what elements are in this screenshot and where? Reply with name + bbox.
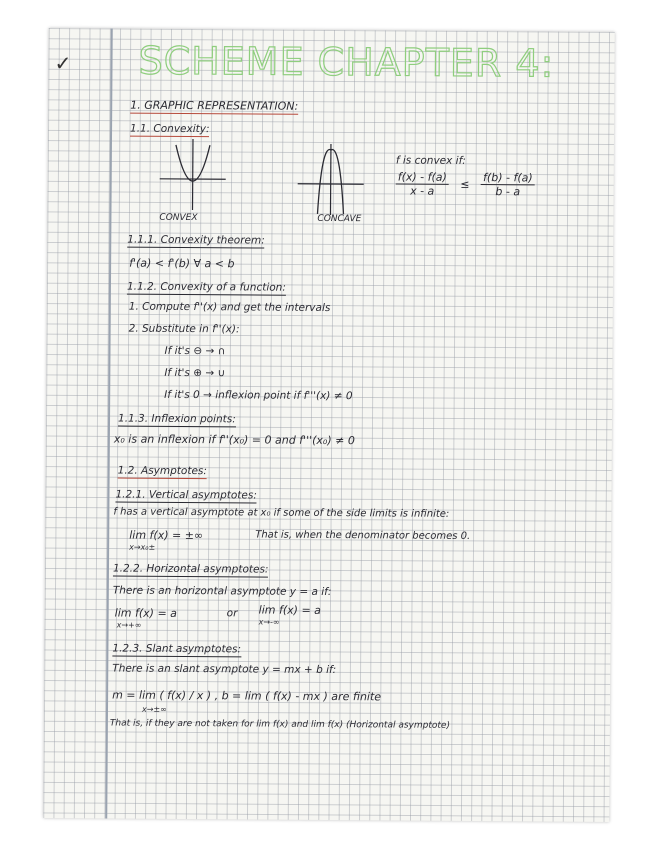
concave-graph	[295, 142, 366, 217]
case-positive: If it's ⊕ → ∪	[164, 366, 226, 380]
lhs-numerator: f(x) - f(a)	[396, 170, 449, 184]
page-title: SCHEME CHAPTER 4:	[138, 38, 555, 86]
subsection-convexity: 1.1. Convexity:	[130, 122, 210, 136]
subsection-slant-asymptotes: 1.2.3. Slant asymptotes:	[112, 642, 242, 656]
horizontal-limit-plus-subscript: x→+∞	[116, 620, 142, 630]
slant-asymptote-note: That is, if they are not taken for lim f(x) and lim f(x) (Horizontal asymptote)	[109, 718, 451, 731]
rhs-denominator: b - a	[495, 185, 521, 199]
vertical-asymptote-note: That is, when the denominator becomes 0.	[255, 529, 471, 542]
horizontal-or: or	[226, 607, 238, 620]
subsection-horizontal-asymptotes: 1.2.2. Horizontal asymptotes:	[112, 562, 269, 576]
horizontal-asymptote-definition: There is an horizontal asymptote y = a if:	[112, 584, 332, 599]
inequality-sign: ≤	[460, 177, 470, 191]
lhs-denominator: x - a	[410, 184, 435, 198]
convex-definition-formula	[396, 170, 535, 198]
step-compute: 1. Compute f''(x) and get the intervals	[128, 300, 331, 315]
convex-graph	[157, 137, 228, 212]
vertical-asymptote-definition: f has a vertical asymptote at x₀ if some of the side limits is infinite:	[113, 506, 450, 520]
section-heading-graphic-representation: 1. GRAPHIC REPRESENTATION:	[130, 98, 299, 113]
subsection-inflexion-points: 1.1.3. Inflexion points:	[117, 412, 236, 426]
convex-label: CONVEX	[159, 212, 198, 224]
notebook-page	[43, 28, 615, 822]
horizontal-limit-minus: lim f(x) = a	[258, 603, 322, 617]
slant-asymptote-definition: There is an slant asymptote y = mx + b if:	[112, 662, 337, 677]
section-heading-asymptotes: 1.2. Asymptotes:	[117, 464, 207, 478]
horizontal-limit-plus: lim f(x) = a	[114, 606, 177, 620]
case-zero: If it's 0 → inflexion point if f'''(x) ≠ 0	[164, 388, 353, 403]
slant-formula: m = lim ( f(x) / x ) , b = lim ( f(x) - mx ) are finite	[112, 688, 382, 704]
inflexion-definition: x₀ is an inflexion if f''(x₀) = 0 and f'''(x₀) ≠ 0	[113, 432, 355, 448]
ring-hole-mark: ✓	[54, 51, 72, 76]
convex-definition-intro: f is convex if:	[395, 154, 466, 167]
subsection-convexity-theorem: 1.1.1. Convexity theorem:	[127, 233, 265, 247]
step-substitute: 2. Substitute in f''(x):	[128, 322, 240, 336]
horizontal-limit-minus-subscript: x→-∞	[258, 617, 280, 627]
rhs-numerator: f(b) - f(a)	[481, 171, 535, 185]
case-negative: If it's ⊖ → ∩	[164, 344, 226, 358]
concave-label: CONCAVE	[317, 213, 362, 225]
subsection-vertical-asymptotes: 1.2.1. Vertical asymptotes:	[115, 488, 257, 502]
convexity-theorem-formula: f'(a) < f'(b) ∀ a < b	[129, 256, 235, 271]
slant-formula-subscript: x→±∞	[141, 704, 167, 714]
vertical-limit: lim f(x) = ±∞	[129, 528, 204, 543]
vertical-limit-subscript: x→x₀±	[129, 542, 156, 552]
subsection-convexity-of-function: 1.1.2. Convexity of a function:	[126, 280, 286, 294]
